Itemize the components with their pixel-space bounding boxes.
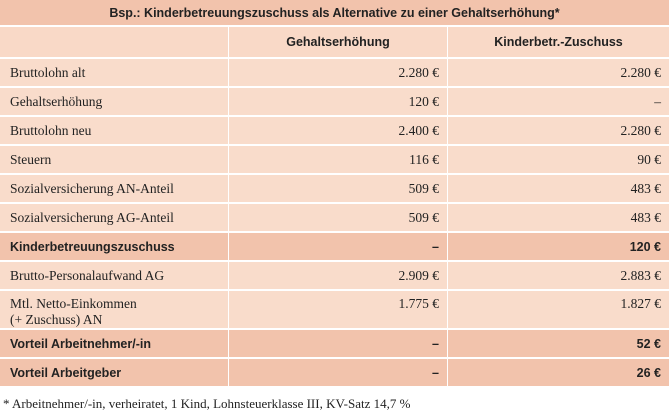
cell-gehaltserhoehung: 1.775 € bbox=[229, 291, 448, 330]
row-label-line2: (+ Zuschuss) AN bbox=[10, 312, 103, 327]
cell-zuschuss: 1.827 € bbox=[448, 291, 669, 330]
cell-zuschuss: 120 € bbox=[448, 233, 669, 262]
row-label-line1: Mtl. Netto-Einkommen bbox=[10, 296, 137, 311]
cell-zuschuss: 483 € bbox=[448, 175, 669, 204]
table-row-highlight bbox=[0, 359, 669, 388]
row-label: Sozialversicherung AG-Anteil bbox=[0, 204, 229, 233]
table-title-row bbox=[0, 0, 669, 27]
table-row bbox=[0, 204, 669, 233]
row-label: Vorteil Arbeitgeber bbox=[0, 359, 229, 388]
cell-zuschuss: 483 € bbox=[448, 204, 669, 233]
table-row bbox=[0, 291, 669, 330]
cell-gehaltserhoehung: 120 € bbox=[229, 88, 448, 117]
cell-zuschuss: 2.280 € bbox=[448, 59, 669, 88]
cell-zuschuss: 52 € bbox=[448, 330, 669, 359]
table-header-row bbox=[0, 27, 669, 59]
table-row bbox=[0, 88, 669, 117]
row-label: Bruttolohn alt bbox=[0, 59, 229, 88]
row-label: Bruttolohn neu bbox=[0, 117, 229, 146]
table-row bbox=[0, 59, 669, 88]
row-label: Steuern bbox=[0, 146, 229, 175]
header-kinderbetreuungszuschuss: Kinderbetr.-Zuschuss bbox=[448, 27, 669, 59]
cell-gehaltserhoehung: 2.280 € bbox=[229, 59, 448, 88]
cell-gehaltserhoehung: – bbox=[229, 233, 448, 262]
row-label: Vorteil Arbeitnehmer/-in bbox=[0, 330, 229, 359]
cell-gehaltserhoehung: 509 € bbox=[229, 175, 448, 204]
cell-zuschuss: 2.280 € bbox=[448, 117, 669, 146]
cell-gehaltserhoehung: 2.400 € bbox=[229, 117, 448, 146]
table-row-highlight bbox=[0, 330, 669, 359]
header-gehaltserhoehung: Gehaltserhöhung bbox=[229, 27, 448, 59]
cell-zuschuss: 90 € bbox=[448, 146, 669, 175]
cell-zuschuss: – bbox=[448, 88, 669, 117]
row-label bbox=[0, 291, 229, 330]
row-label: Gehaltserhöhung bbox=[0, 88, 229, 117]
table-title: Bsp.: Kinderbetreuungszuschuss als Alternative zu einer Gehaltserhöhung* bbox=[0, 0, 669, 27]
table-row bbox=[0, 117, 669, 146]
table-row bbox=[0, 146, 669, 175]
cell-zuschuss: 26 € bbox=[448, 359, 669, 388]
cell-gehaltserhoehung: – bbox=[229, 359, 448, 388]
table-row-highlight bbox=[0, 233, 669, 262]
row-label: Brutto-Personalaufwand AG bbox=[0, 262, 229, 291]
table-row bbox=[0, 175, 669, 204]
cell-gehaltserhoehung: – bbox=[229, 330, 448, 359]
cell-gehaltserhoehung: 116 € bbox=[229, 146, 448, 175]
cell-gehaltserhoehung: 509 € bbox=[229, 204, 448, 233]
cell-gehaltserhoehung: 2.909 € bbox=[229, 262, 448, 291]
row-label: Sozialversicherung AN-Anteil bbox=[0, 175, 229, 204]
row-label: Kinderbetreuungszuschuss bbox=[0, 233, 229, 262]
footnote: * Arbeitnehmer/-in, verheiratet, 1 Kind, Lohnsteuerklasse III, KV-Satz 14,7 % bbox=[3, 396, 411, 411]
table-row bbox=[0, 262, 669, 291]
header-empty-cell bbox=[0, 27, 229, 59]
cell-zuschuss: 2.883 € bbox=[448, 262, 669, 291]
